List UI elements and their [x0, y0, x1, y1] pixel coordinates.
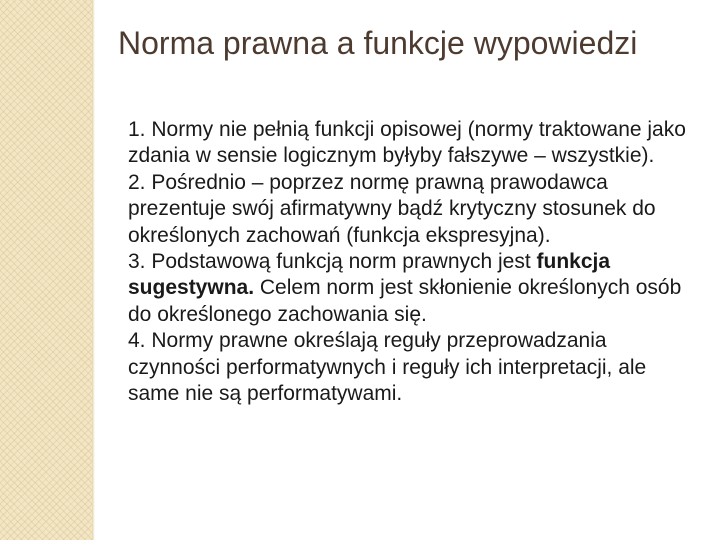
- paragraph-3-prefix: 3. Podstawową funkcją norm prawnych jest: [128, 250, 537, 274]
- slide-body: [128, 117, 700, 407]
- side-panel-divider: [92, 0, 95, 540]
- slide-title: Norma prawna a funkcje wypowiedzi: [118, 25, 638, 61]
- paragraph-3-bold-term: funkcja sugestywna.: [128, 250, 611, 300]
- paragraph-4: 4. Normy prawne określają reguły przeprowadzania czynności performatywnych i reguły ich interpretacji, ale same nie są performatywami.: [128, 329, 647, 406]
- paragraph-3-suffix: Celem norm jest skłonienie określonych osób do określonego zachowania się.: [128, 276, 682, 326]
- paragraph-3: [128, 249, 700, 328]
- paragraph-1: 1. Normy nie pełnią funkcji opisowej (normy traktowane jako zdania w sensie logicznym byłyby fałszywe – wszystkie).: [128, 118, 686, 168]
- decorative-side-panel: [0, 0, 92, 540]
- paragraph-2: 2. Pośrednio – poprzez normę prawną prawodawca prezentuje swój afirmatywny bądź krytyczny stosunek do określonych zachowań (funkcja ekspresyjna).: [128, 170, 656, 247]
